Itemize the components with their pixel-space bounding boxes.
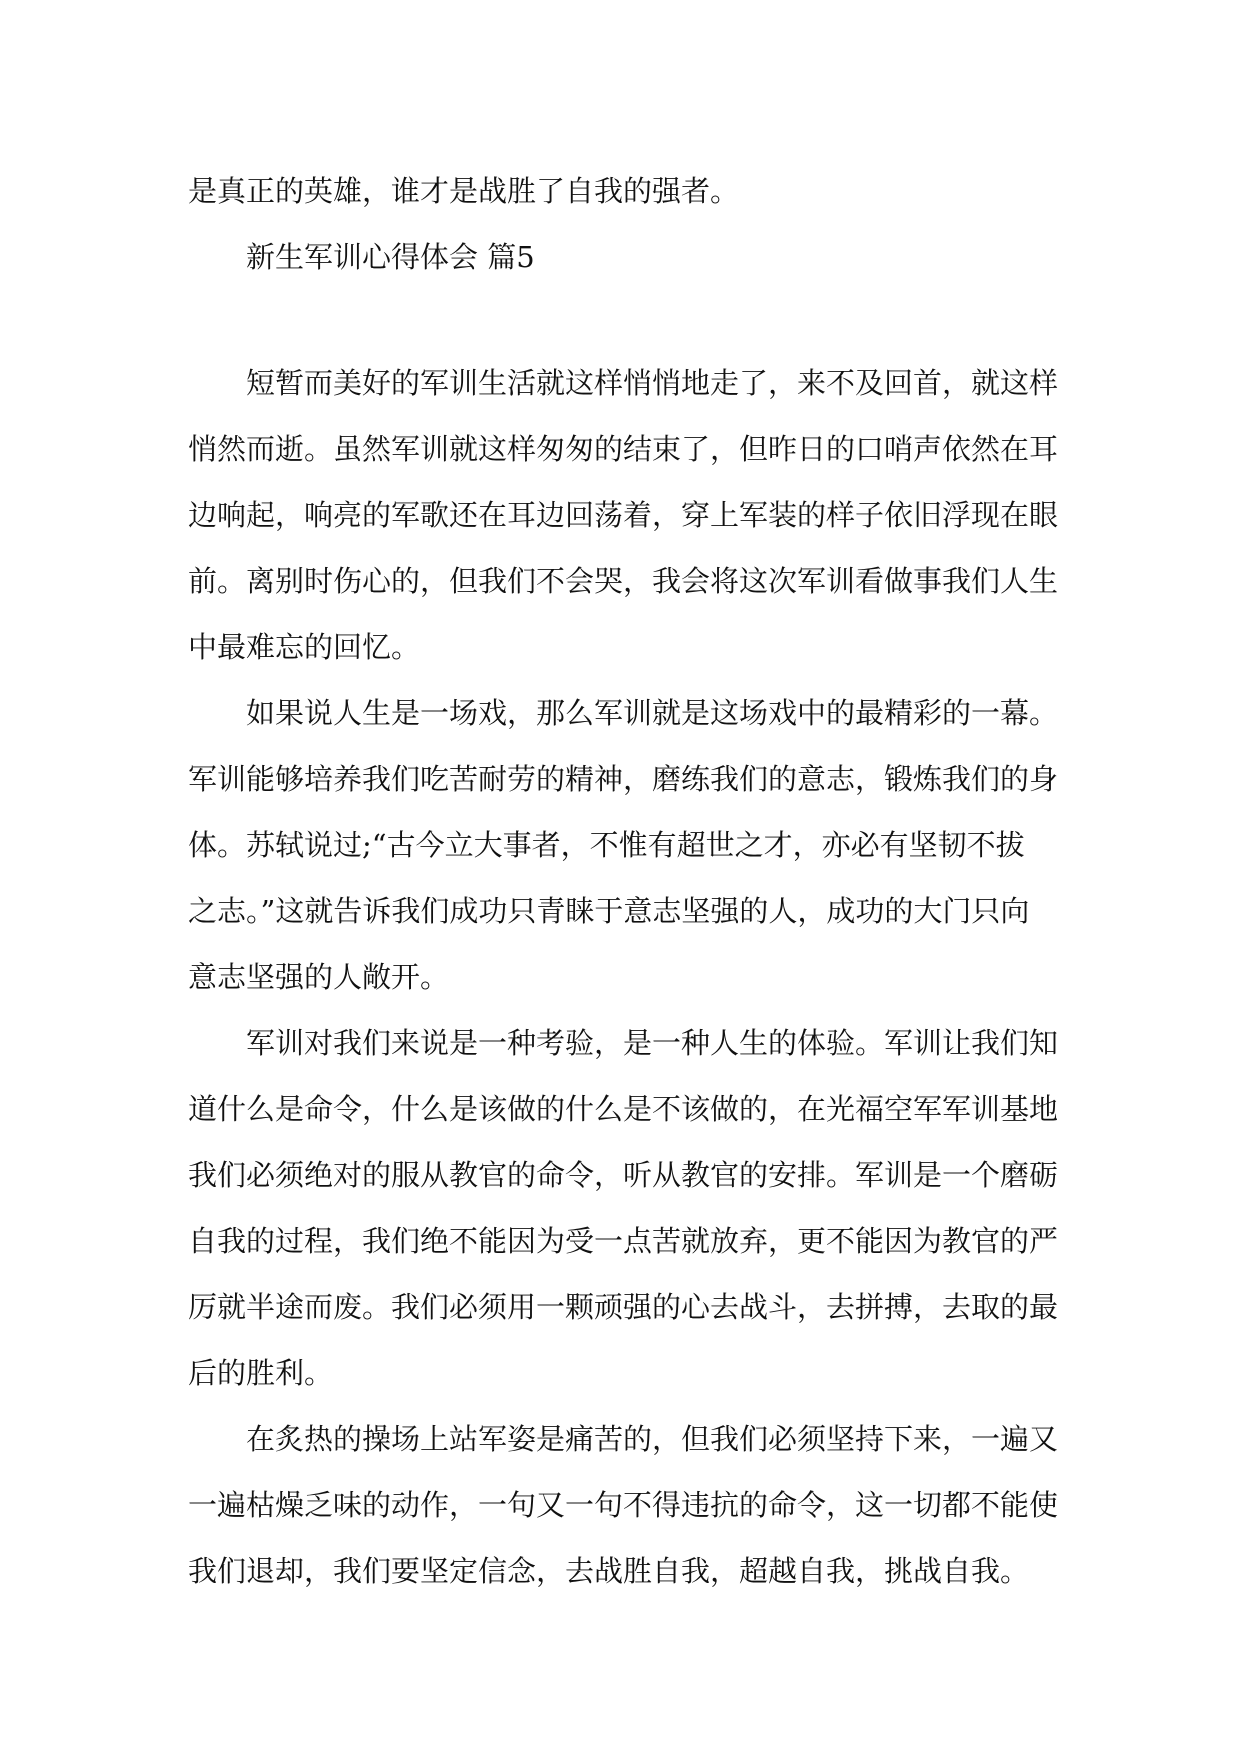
paragraph-1 [188,350,1068,680]
paragraph-line: 在炙热的操场上站军姿是痛苦的，但我们必须坚持下来，一遍又 [246,1422,1059,1456]
paragraph-line: 边响起，响亮的军歌还在耳边回荡着，穿上军装的样子依旧浮现在眼 [188,498,1059,532]
paragraph-line: 我们退却，我们要坚定信念，去战胜自我，超越自我，挑战自我。 [188,1554,1030,1588]
continuation-line: 是真正的英雄，谁才是战胜了自我的强者。 [188,174,740,208]
paragraph-line: 军训对我们来说是一种考验，是一种人生的体验。军训让我们知 [246,1026,1059,1060]
paragraph-line: 后的胜利。 [188,1356,334,1390]
paragraph-4 [188,1406,1068,1604]
paragraph-line: 中最难忘的回忆。 [188,630,421,664]
paragraph-line: 道什么是命令，什么是该做的什么是不该做的，在光福空军军训基地 [188,1092,1059,1126]
paragraph-2 [188,680,1068,1010]
paragraph-line: 一遍枯燥乏味的动作，一句又一句不得违抗的命令，这一切都不能使 [188,1488,1059,1522]
paragraph-line: 前。离别时伤心的，但我们不会哭，我会将这次军训看做事我们人生 [188,564,1059,598]
document-body [188,158,1068,1604]
section-heading: 新生军训心得体会 篇5 [246,240,535,274]
paragraph-line: 自我的过程，我们绝不能因为受一点苦就放弃，更不能因为教官的严 [188,1224,1059,1258]
paragraph-line: 体。苏轼说过;“古今立大事者，不惟有超世之才，亦必有坚韧不拔 [188,828,1025,862]
paragraph-line: 意志坚强的人敞开。 [188,960,450,994]
paragraph-line: 短暂而美好的军训生活就这样悄悄地走了，来不及回首，就这样 [246,366,1059,400]
spacer [188,290,1068,350]
paragraph-line: 悄然而逝。虽然军训就这样匆匆的结束了，但昨日的口哨声依然在耳 [188,432,1059,466]
paragraph-line: 厉就半途而废。我们必须用一颗顽强的心去战斗，去拼搏，去取的最 [188,1290,1059,1324]
paragraph-line: 军训能够培养我们吃苦耐劳的精神，磨练我们的意志，锻炼我们的身 [188,762,1059,796]
paragraph-line: 我们必须绝对的服从教官的命令，听从教官的安排。军训是一个磨砺 [188,1158,1059,1192]
paragraph-line: 如果说人生是一场戏，那么军训就是这场戏中的最精彩的一幕。 [246,696,1059,730]
paragraph-3 [188,1010,1068,1406]
paragraph-line: 之志。”这就告诉我们成功只青睐于意志坚强的人，成功的大门只向 [188,894,1030,928]
